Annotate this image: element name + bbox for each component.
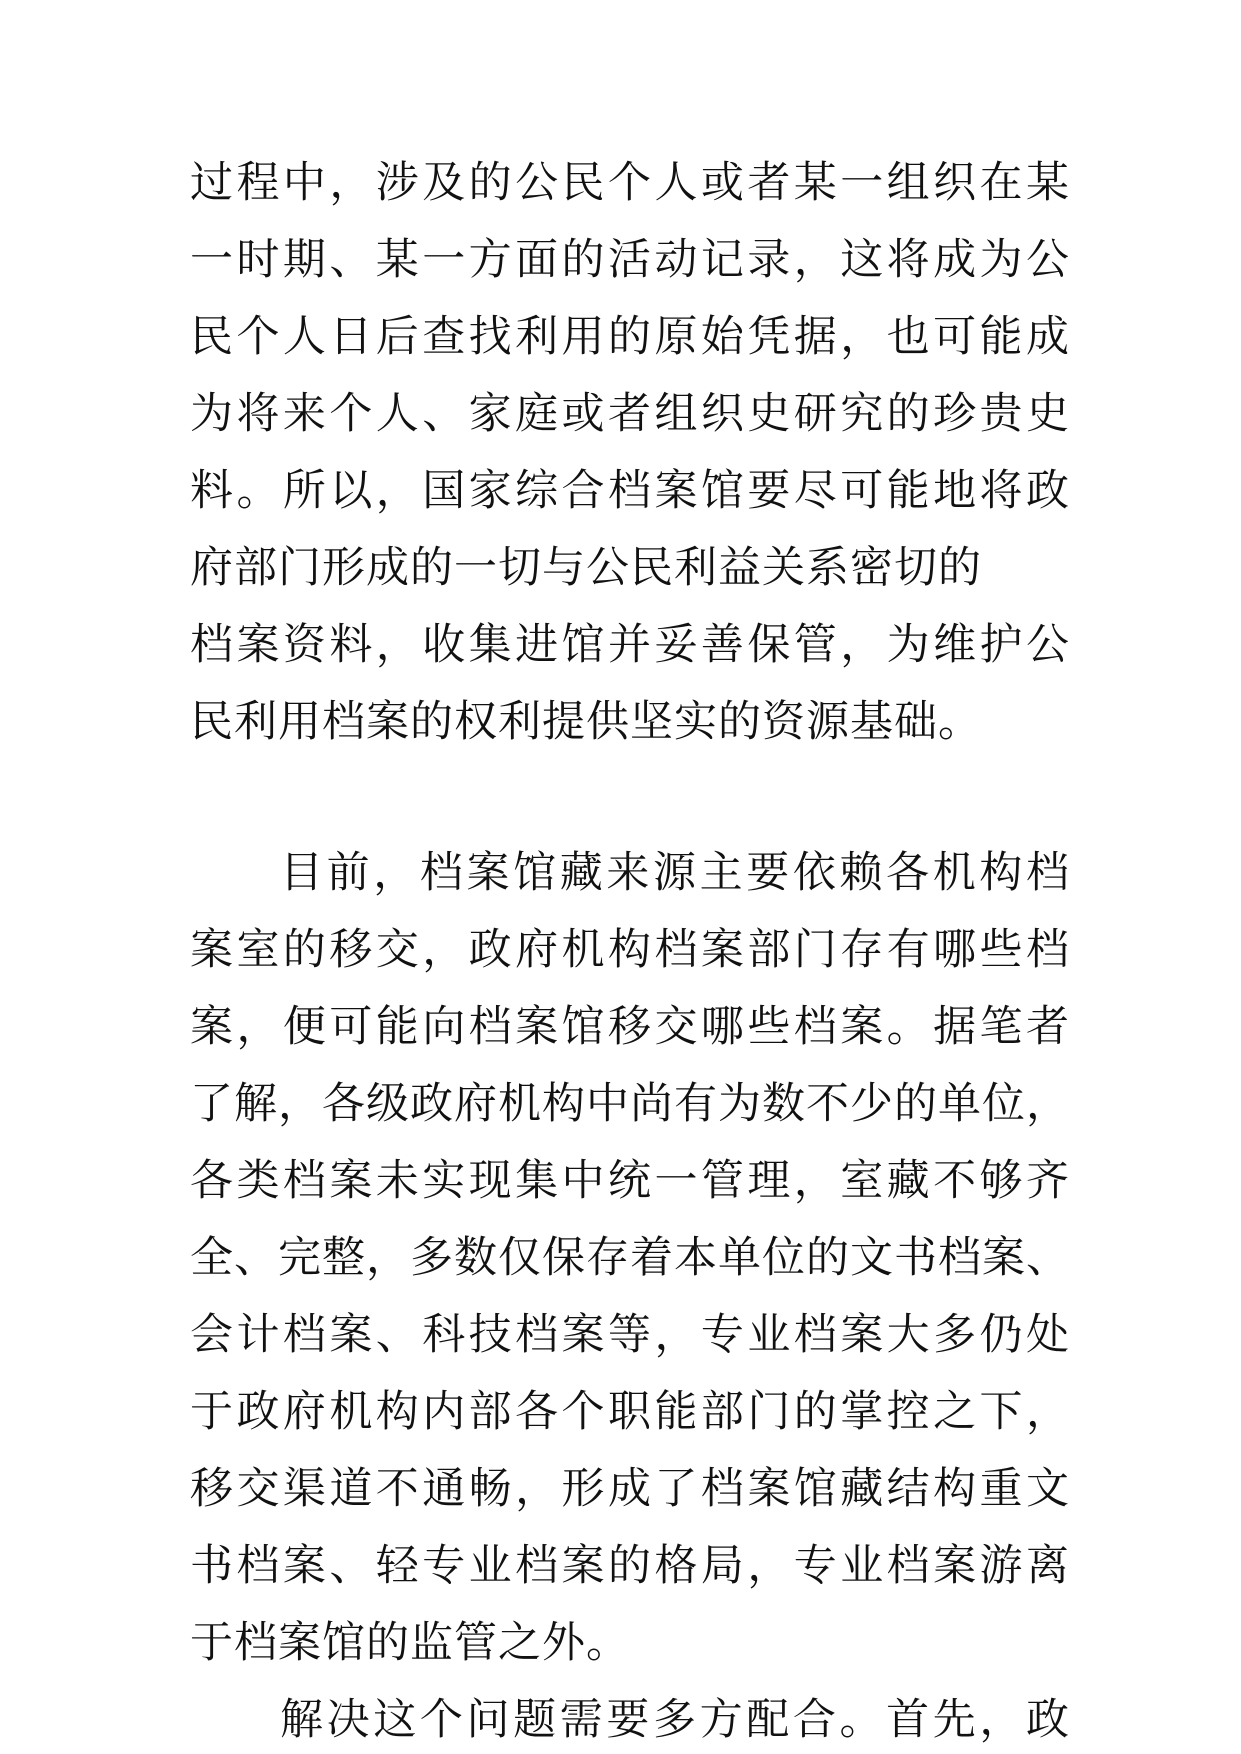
- paragraph-1-line-6: 府部门形成的一切与公民利益关系密切的: [190, 543, 982, 593]
- paragraph-1-line-4: 为将来个人、家庭或者组织史研究的珍贵史: [190, 389, 1070, 439]
- paragraph-1-line-5: 料。所以，国家综合档案馆要尽可能地将政: [190, 466, 1070, 516]
- paragraph-2-line-9: 移交渠道不通畅，形成了档案馆藏结构重文: [190, 1464, 1070, 1514]
- paragraph-2-line-11: 于档案馆的监管之外。: [190, 1618, 630, 1668]
- paragraph-2-line-8: 于政府机构内部各个职能部门的掌控之下，: [190, 1387, 1070, 1437]
- paragraph-1-line-1: 过程中，涉及的公民个人或者某一组织在某: [190, 158, 1070, 208]
- paragraph-1-line-2: 一时期、某一方面的活动记录，这将成为公: [190, 235, 1070, 285]
- paragraph-3-line-1: 解决这个问题需要多方配合。首先，政: [280, 1695, 1070, 1745]
- paragraph-2-line-4: 了解，各级政府机构中尚有为数不少的单位，: [190, 1079, 1070, 1129]
- paragraph-2-line-5: 各类档案未实现集中统一管理，室藏不够齐: [190, 1156, 1070, 1206]
- paragraph-2-line-2: 案室的移交，政府机构档案部门存有哪些档: [190, 925, 1070, 975]
- paragraph-2-line-6: 全、完整，多数仅保存着本单位的文书档案、: [190, 1233, 1070, 1283]
- paragraph-2-line-1: 目前，档案馆藏来源主要依赖各机构档: [280, 848, 1070, 898]
- paragraph-1-line-7: 档案资料，收集进馆并妥善保管，为维护公: [190, 620, 1070, 670]
- paragraph-1-line-8: 民利用档案的权利提供坚实的资源基础。: [190, 697, 982, 747]
- paragraph-2-line-10: 书档案、轻专业档案的格局，专业档案游离: [190, 1541, 1070, 1591]
- paragraph-1-line-3: 民个人日后查找利用的原始凭据，也可能成: [190, 312, 1070, 362]
- paragraph-2-line-7: 会计档案、科技档案等，专业档案大多仍处: [190, 1310, 1070, 1360]
- paragraph-2-line-3: 案，便可能向档案馆移交哪些档案。据笔者: [190, 1002, 1070, 1052]
